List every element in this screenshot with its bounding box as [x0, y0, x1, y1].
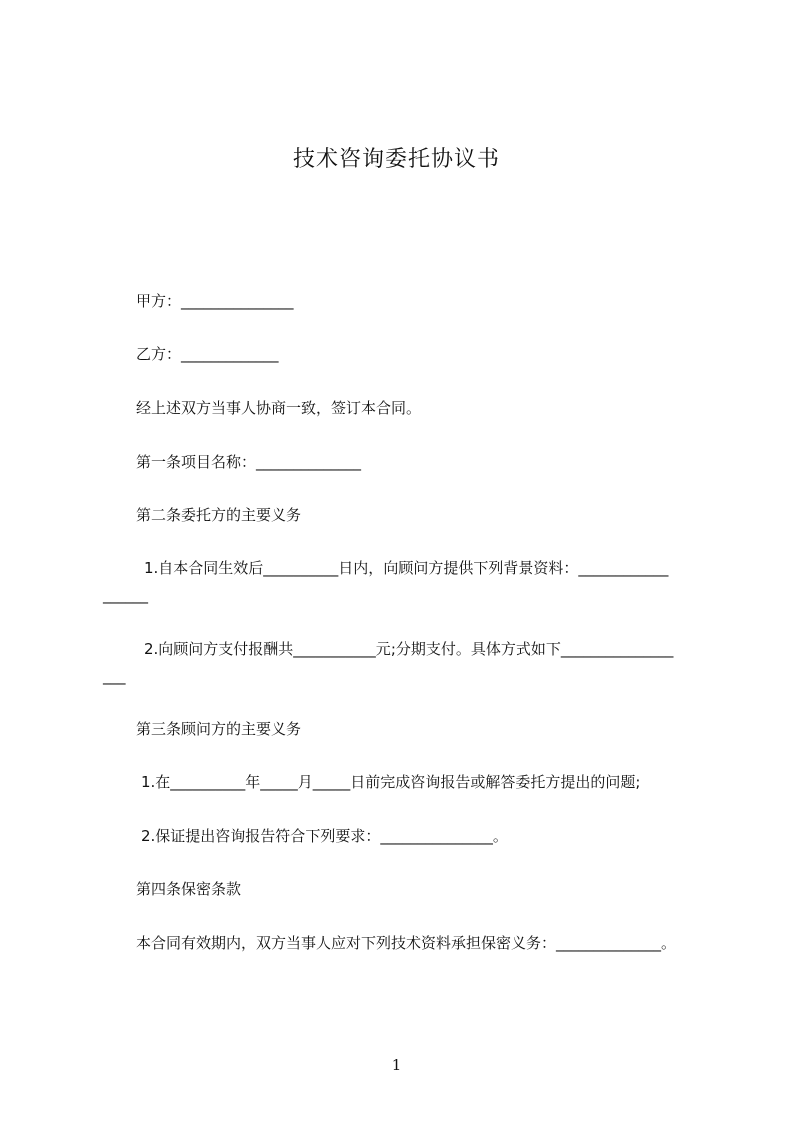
- article4-body: 本合同有效期内，双方当事人应对下列技术资料承担保密义务：______________。: [136, 934, 677, 952]
- article3-heading: 第三条顾问方的主要义务: [136, 720, 302, 738]
- preamble-text: 经上述双方当事人协商一致，签订本合同。: [136, 399, 422, 417]
- article2-item1-continuation: ______: [103, 586, 148, 604]
- page-number: 1: [391, 1056, 402, 1074]
- party-a-line: 甲方：_______________: [136, 292, 294, 310]
- article2-item2-continuation: ___: [103, 667, 126, 685]
- party-b-line: 乙方：_____________: [136, 345, 279, 363]
- article2-item1: 1.自本合同生效后__________日内，向顾问方提供下列背景资料：____________: [144, 559, 669, 577]
- article2-heading: 第二条委托方的主要义务: [136, 506, 302, 524]
- article2-item2: 2.向顾问方支付报酬共___________元;分期支付。具体方式如下_______________: [144, 640, 674, 658]
- document-title: 技术咨询委托协议书: [292, 147, 500, 172]
- article3-item1: 1.在__________年_____月_____日前完成咨询报告或解答委托方提出的问题;: [141, 773, 641, 791]
- article3-item2: 2.保证提出咨询报告符合下列要求：_______________。: [141, 827, 508, 845]
- article4-heading: 第四条保密条款: [136, 880, 242, 898]
- article1-project-name: 第一条项目名称：______________: [136, 453, 362, 471]
